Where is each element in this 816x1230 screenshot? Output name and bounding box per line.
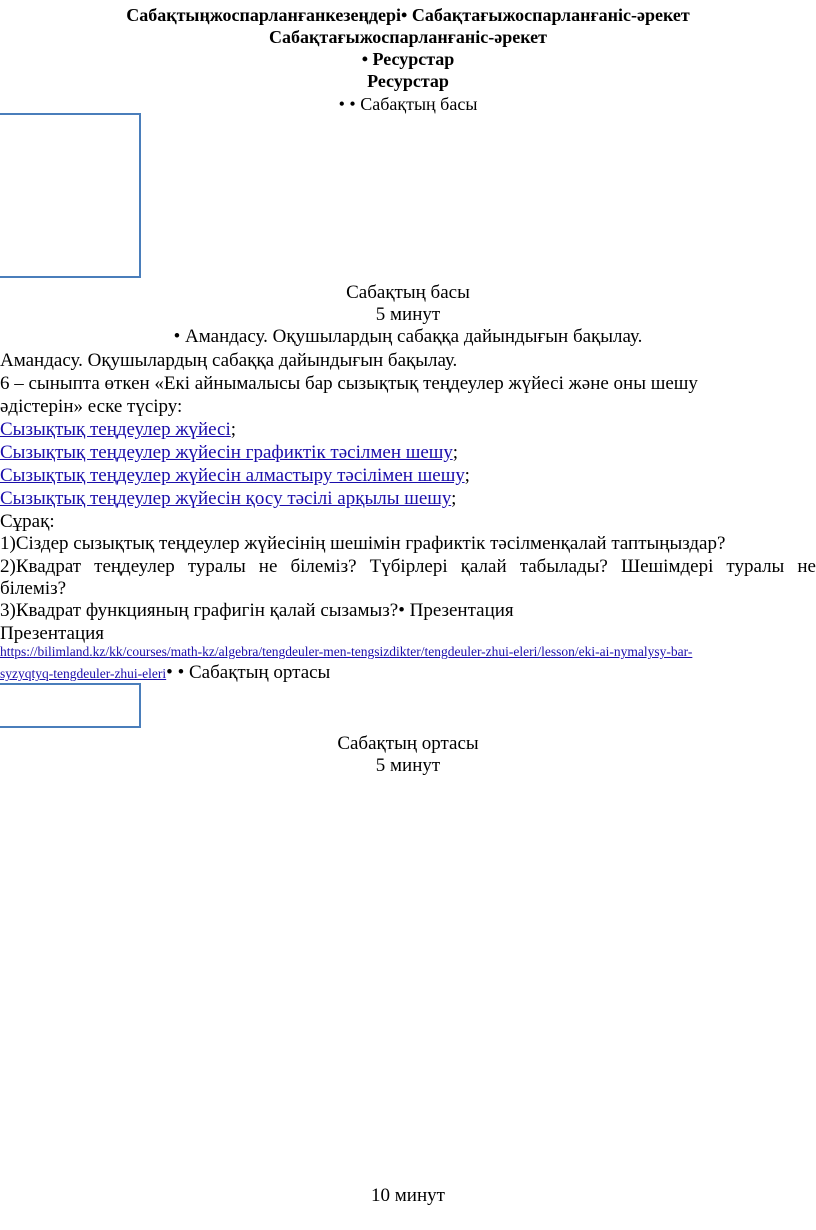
resources-heading: Ресурстар [372,49,455,69]
recall-line-2: әдістерін» еске түсіру: [0,396,183,417]
presentation-label: Презентация [409,600,514,621]
bullet-icon: • [166,662,173,683]
separator: ; [451,488,457,509]
question-3-text: 3)Квадрат функцияның графигін қалай сызамыз? [0,600,399,621]
bullet-icon: • [349,94,356,114]
question-word: Шешімдері [620,556,714,577]
presentation-url-line-1 [0,643,816,661]
presentation-link[interactable]: syzyqtyq-tengdeuler-zhui-eleri [0,666,167,681]
question-2 [0,555,816,578]
image-frame [0,683,141,728]
greeting-text: Амандасу. Оқушылардың сабаққа дайындығын бақылау. [185,326,643,347]
stage-title: Сабақтың басы [346,282,470,303]
question-word: не [258,556,278,577]
separator: ; [464,465,470,486]
stage-duration: 10 минут [371,1185,445,1206]
stage-duration: 5 минут [375,755,441,776]
topic-link[interactable]: Сызықтық теңдеулер жүйесі [0,419,231,440]
presentation-link[interactable]: https://bilimland.kz/kk/courses/math-kz/algebra/tengdeuler-men-tengsizdikter/tengdeuler-zhui-eleri/lesson/eki-ai-nymalysy-bar- [0,644,693,659]
topic-link[interactable]: Сызықтық теңдеулер жүйесін алмастыру тәсілімен шешу [0,465,465,486]
question-word: туралы [187,556,246,577]
bullet-icon: • [401,5,408,25]
next-stage-label: Сабақтың ортасы [188,662,331,683]
header-line-5 [0,93,816,115]
bullet-icon: • [361,49,368,69]
question-3 [0,599,816,622]
question-word: Түбірлері [369,556,448,577]
question-word: білеміз? [290,556,357,577]
question-word: 2)Квадрат [0,556,82,577]
stage-duration: 5 минут [375,304,441,325]
question-word: табылады? [519,556,608,577]
bullet-icon: • [173,326,181,347]
stage-heading-text: Сабақтыңжоспарланғанкезеңдері [126,5,402,25]
lesson-start-label: Сабақтың басы [360,94,478,114]
presentation-label: Презентация [0,623,105,644]
question-1: 1)Сіздер сызықтық теңдеулер жүйесінің шешімін графиктік тәсілменқалай таптыңыздар? [0,533,726,554]
topic-link-row [0,418,816,441]
question-word: туралы [726,556,785,577]
topic-link-row [0,487,816,510]
topic-link-row [0,464,816,487]
question-2-end: білеміз? [0,578,67,599]
header-line-2: Сабақтағыжоспарланғаніс-әрекет [269,27,547,47]
greeting-bullet-line [0,325,816,348]
header-line-4: Ресурстар [367,71,449,91]
bullet-icon: • [398,600,405,621]
greeting-line: Амандасу. Оқушылардың сабаққа дайындығын бақылау. [0,350,458,371]
presentation-url-line-2 [0,662,816,684]
header-line-1 [0,4,816,26]
image-frame [0,113,141,278]
question-word: қалай [460,556,507,577]
topic-link[interactable]: Сызықтық теңдеулер жүйесін қосу тәсілі арқылы шешу [0,488,452,509]
recall-line-1: 6 – сыныпта өткен «Екі айнымалысы бар сызықтық теңдеулер жүйесі және оны шешу [0,373,698,394]
separator: ; [230,419,237,440]
question-word: не [797,556,816,577]
header-line-3 [0,48,816,70]
question-word: теңдеулер [94,556,175,577]
topic-link[interactable]: Сызықтық теңдеулер жүйесін графиктік тәсілмен шешу [0,442,453,463]
separator: ; [452,442,458,463]
activity-heading-text: Сабақтағыжоспарланғаніс-әрекет [411,5,690,25]
bullet-icon: • [177,662,185,683]
question-label: Сұрақ: [0,511,55,532]
stage-title: Сабақтың ортасы [337,733,479,754]
bullet-icon: • [338,94,345,114]
topic-link-row [0,441,816,464]
